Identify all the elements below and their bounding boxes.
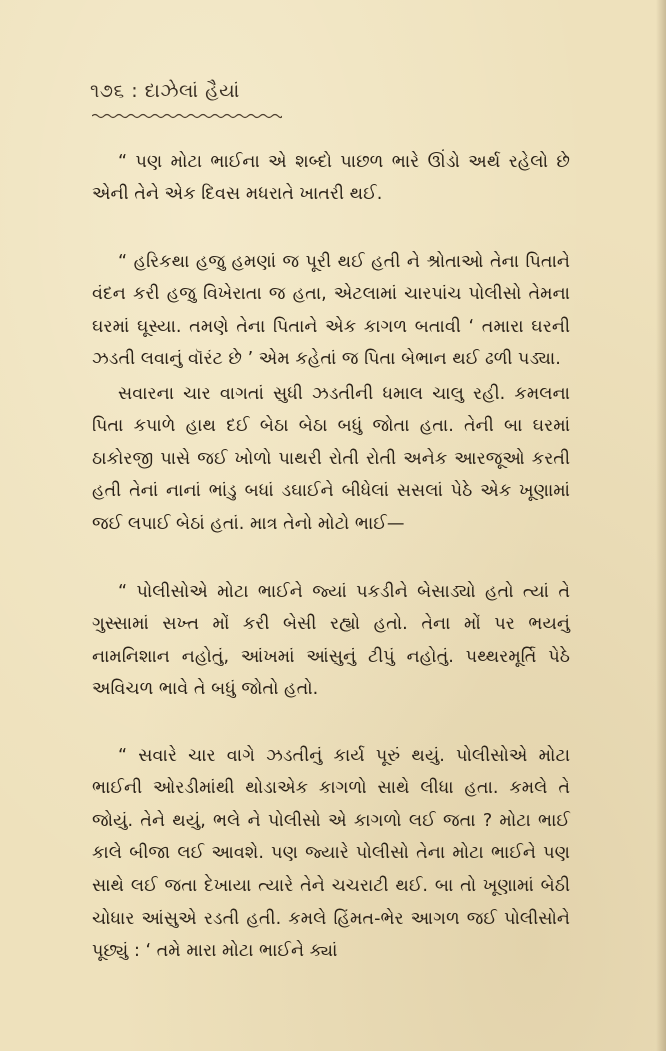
paragraph: “ પણ મોટા ભાઈના એ શબ્દો પાછળ ભારે ઊંડો અર્થ રહેલો છે એની તેને એક દિવસ મધરાતે ખાતરી થઈ. xyxy=(92,151,570,205)
paragraph: “ સવારે ચાર વાગે ઝડતીનું કાર્ય પૂરું થયું. પોલીસોએ મોટા ભાઈની ઓરડીમાંથી થોડાએક કાગળો સાથે લીધા હતા. કમલે તે જોયું. તેને થયું, ભલે ને પોલીસો એ કાગળો લઈ જતા ? મોટા ભાઈ કાલે બીજા લઈ આવશે. પણ જ્યારે પોલીસો તેના મોટા ભાઈને પણ સાથે લઈ જતા દેખાયા ત્યારે તેને ચચરાટી થઈ. બા તો ખૂણામાં બેઠી ચોધાર આંસુએ રડતી હતી. કમલે હિંમત-ભેર આગળ જઈ પોલીસોને પૂછ્યું : ‘ તમે મારા મોટા ભાઈને ક્યાં xyxy=(92,745,570,962)
paragraph: “ પોલીસોએ મોટા ભાઈને જ્યાં પકડીને બેસાડ્યો હતો ત્યાં તે ગુસ્સામાં સખ્ત મોં કરી બેસી રહ્યો હતો. તેના મોં પર ભયનું નામનિશાન નહોતું, આંખમાં આંસુનું ટીપું નહોતું. પથ્થરમૂર્તિ પેઠે અવિચળ ભાવે તે બધું જોતો હતો. xyxy=(92,581,570,700)
wavy-rule xyxy=(92,113,282,119)
paragraph: “ હરિકથા હજુ હમણાં જ પૂરી થઈ હતી ને શ્રોતાઓ તેના પિતાને વંદન કરી હજુ વિખેરાતા જ હતા, એટલામાં ચારપાંચ પોલીસો તેમના ઘરમાં ઘૂસ્યા. તમણે તેના પિતાને એક કાગળ બતાવી ‘ તમારા ઘરની ઝડતી લવાનું વૉરંટ છે ’ એમ કહેતાં જ પિતા બેભાન થઈ ઢળી પડ્યા. xyxy=(92,251,570,370)
page-edge-shadow xyxy=(656,0,666,1051)
paragraph: સવારના ચાર વાગતાં સુધી ઝડતીની ધમાલ ચાલુ રહી. કમલના પિતા કપાળે હાથ દઈ બેઠા બેઠા બધું જોતા હતા. તેની બા ઘરમાં ઠાકોરજી પાસે જઈ ખોળો પાથરી રોતી રોતી અનેક આરજૂઓ કરતી હતી તેનાં નાનાં ભાંડુ બધાં ડઘાઈને બીધેલાં સસલાં પેઠે એક ખૂણામાં જઈ લપાઈ બેઠાં હતાં. માત્ર તેનો મોટો ભાઈ— xyxy=(92,383,570,534)
running-head: ૧૭૬ : દાઝેલાં હૈયાં xyxy=(90,80,240,102)
